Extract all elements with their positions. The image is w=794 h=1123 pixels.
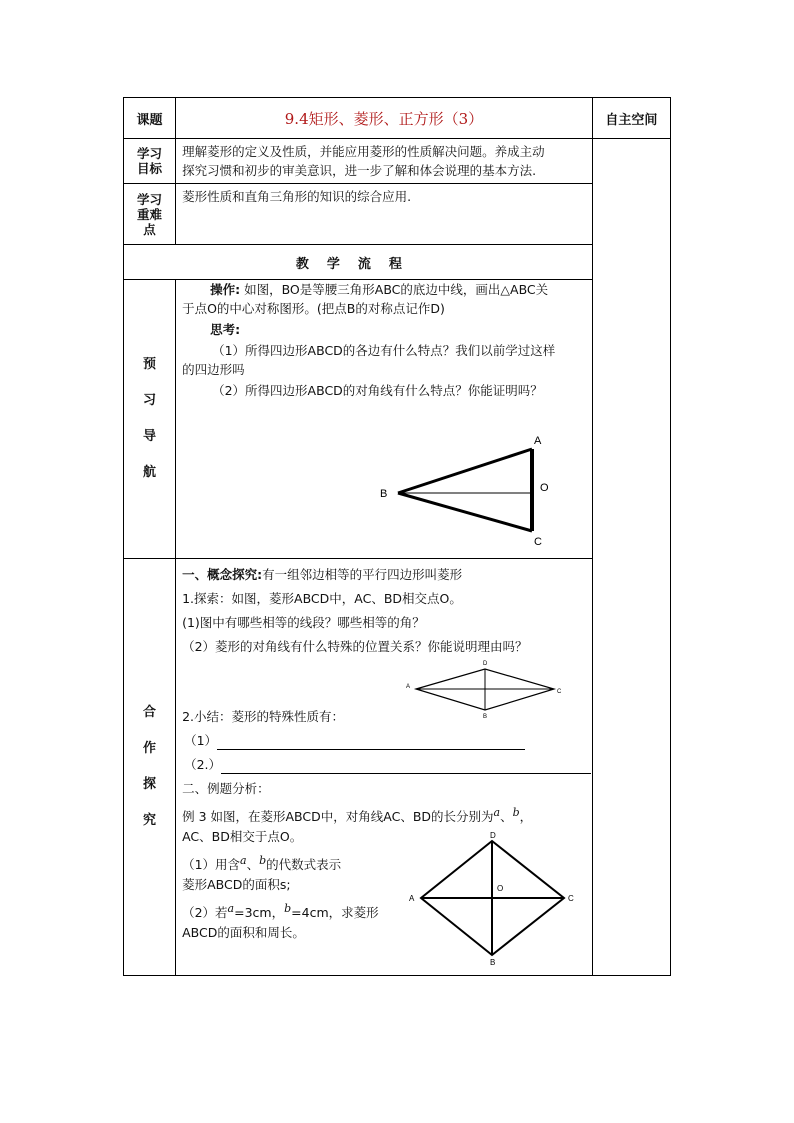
objectives-line2: 探究习惯和初步的审美意识，进一步了解和体会说理的基本方法.: [182, 163, 537, 178]
self-space-column: [592, 139, 670, 976]
topic-label: 课题: [124, 98, 176, 139]
example-q2-line2: ABCD的面积和周长。: [182, 925, 305, 940]
objectives-line1: 理解菱形的定义及性质，并能应用菱形的性质解决问题。养成主动: [182, 144, 545, 159]
operation-line2: 于点O的中心对称图形。(把点B的对称点记作D): [182, 301, 445, 316]
lesson-table: [123, 97, 671, 976]
vertex-b-label: B: [380, 488, 388, 500]
isosceles-triangle-figure: [366, 425, 566, 550]
var-a: a: [227, 902, 235, 915]
vertex-a-label: A: [534, 435, 542, 447]
operation-text: 如图，BO是等腰三角形ABC的底边中线，画出△ABC关: [244, 282, 549, 297]
key-points-text: 菱形性质和直角三角形的知识的综合应用.: [176, 184, 593, 245]
preview-label: [124, 280, 176, 559]
question2: （2）所得四边形ABCD的对角线有什么特点？你能证明吗？: [212, 383, 543, 398]
preview-label-char: 预: [143, 357, 157, 372]
blank-line-2: [184, 755, 591, 774]
key-points-label-line2: 重难: [137, 206, 163, 222]
large-rhombus-figure: [404, 831, 584, 966]
large-vertex-a: A: [409, 894, 415, 903]
summary-line: 2.小结：菱形的特殊性质有：: [182, 709, 345, 724]
preview-label-char: 习: [143, 393, 157, 408]
example-q1-line2: 菱形ABCD的面积s;: [182, 877, 291, 892]
q2-prefix: （2）若: [182, 905, 228, 921]
q1-sep: 、: [246, 857, 260, 873]
teaching-flow-heading: 教学流程: [124, 245, 593, 280]
small-vertex-c: C: [557, 689, 562, 695]
blank-line-1: [184, 731, 525, 750]
example-sep: 、: [500, 809, 513, 825]
question1-line2: 的四边形吗: [182, 362, 245, 377]
var-a: a: [240, 854, 247, 867]
coop-label-char: 作: [143, 741, 157, 756]
large-vertex-d: D: [490, 831, 496, 840]
key-points-label: [124, 184, 176, 245]
var-b: b: [512, 806, 520, 819]
example-line1: [182, 803, 532, 826]
blank1-label: （1）: [184, 733, 218, 748]
example-line1-text: 例 3 如图，在菱形ABCD中，对角线AC、BD的长分别为: [182, 809, 494, 825]
edge-ba: [398, 449, 532, 493]
explore-q2: （2）菱形的对角线有什么特殊的位置关系？你能说明理由吗？: [182, 639, 528, 654]
edge-bc: [398, 493, 532, 531]
small-rhombus-figure: [404, 657, 569, 719]
large-vertex-b: B: [490, 958, 496, 966]
answer-blank-1[interactable]: [217, 735, 525, 750]
coop-content: [176, 559, 593, 976]
blank2-label: （2.）: [184, 757, 222, 772]
example-line2: AC、BD相交于点O。: [182, 829, 303, 844]
vertex-c-label: C: [534, 536, 543, 548]
coop-label: [124, 559, 176, 976]
large-center-o: O: [497, 884, 504, 893]
preview-label-char: 导: [143, 429, 157, 444]
large-vertex-c: C: [568, 894, 574, 903]
example-q2-line1: [182, 899, 379, 922]
preview-content: [176, 280, 593, 559]
small-vertex-b: B: [483, 714, 488, 719]
coop-label-char: 究: [143, 813, 157, 828]
operation-line1: [210, 280, 548, 299]
operation-label: 操作:: [210, 282, 241, 297]
small-vertex-a: A: [406, 684, 411, 690]
objectives-text: [176, 139, 593, 184]
explore-line: 1.探索：如图，菱形ABCD中，AC、BD相交点O。: [182, 591, 462, 606]
lesson-title: 9.4矩形、菱形、正方形（3）: [176, 98, 593, 139]
key-points-label-line3: 点: [143, 221, 156, 237]
coop-label-char: 合: [143, 705, 157, 720]
var-b: b: [259, 854, 267, 867]
example-q1-line1: [182, 851, 341, 874]
var-a: a: [493, 806, 501, 819]
concept-label: 一、概念探究:: [182, 567, 263, 582]
self-space-label: 自主空间: [592, 98, 670, 139]
preview-label-char: 航: [143, 465, 157, 480]
concept-line: [182, 565, 462, 584]
objectives-label-line1: 学习: [137, 146, 163, 161]
coop-label-char: 探: [143, 777, 157, 792]
point-o-label: O: [540, 482, 549, 494]
example-heading: 二、例题分析：: [182, 781, 270, 796]
think-label: 思考:: [210, 322, 241, 337]
concept-text: 有一组邻边相等的平行四边形叫菱形: [262, 567, 463, 582]
key-points-label-line1: 学习: [137, 191, 163, 207]
explore-q1: (1)图中有哪些相等的线段？哪些相等的角？: [182, 615, 425, 630]
q2-mid: =3cm，: [234, 905, 285, 921]
small-vertex-d: D: [483, 661, 488, 667]
answer-blank-2[interactable]: [221, 759, 591, 774]
var-b: b: [284, 902, 292, 915]
example-line1-end: ，: [519, 809, 533, 825]
q2-suffix: =4cm，求菱形: [291, 905, 379, 921]
question1-line1: （1）所得四边形ABCD的各边有什么特点？我们以前学过这样: [212, 343, 556, 358]
q1-suffix: 的代数式表示: [266, 857, 342, 873]
q1-prefix: （1）用含: [182, 857, 241, 873]
objectives-label-line2: 目标: [137, 161, 163, 176]
objectives-label: [124, 139, 176, 184]
